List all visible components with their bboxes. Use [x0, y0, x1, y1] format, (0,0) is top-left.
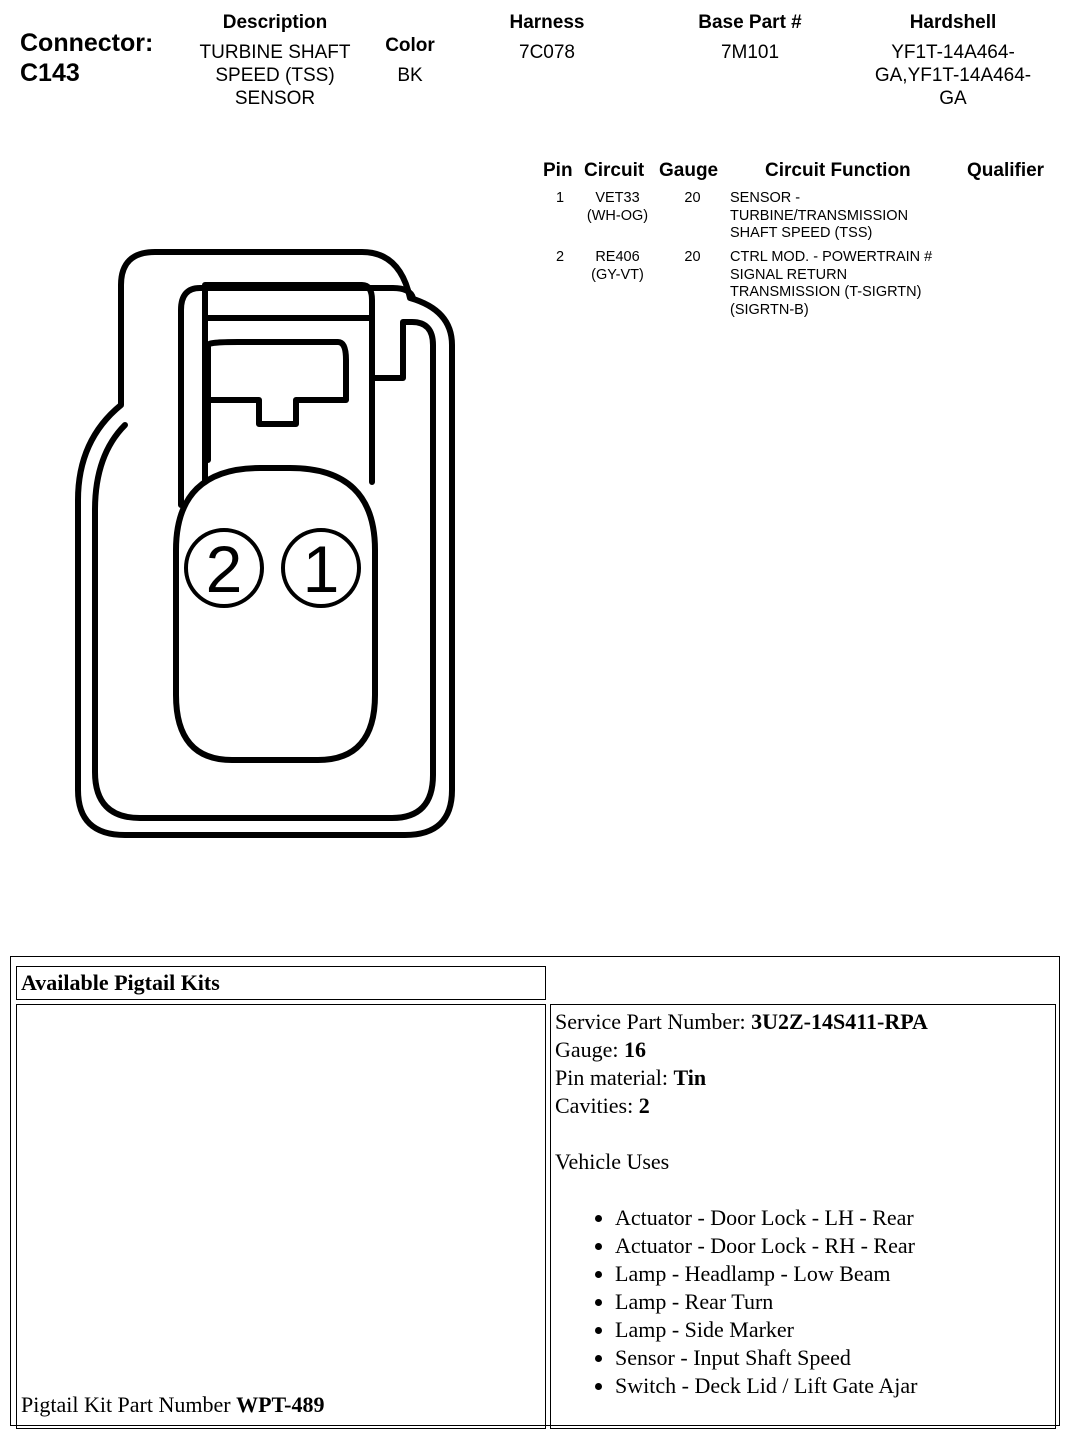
list-item: • Lamp - Side Marker — [615, 1316, 1051, 1344]
cavities-line: Cavities: 2 — [555, 1093, 650, 1118]
base-part-value: 7M101 — [720, 42, 780, 63]
hardshell-header: Hardshell — [909, 12, 997, 33]
list-item: • Lamp - Headlamp - Low Beam — [615, 1260, 1051, 1288]
gauge-line: Gauge: 16 — [555, 1037, 647, 1062]
base-part-header: Base Part # — [698, 12, 802, 33]
qualifier-header: Qualifier — [967, 160, 1045, 181]
description-header: Description — [222, 12, 328, 33]
hardshell-value: YF1T-14A464- GA,YF1T-14A464- GA — [874, 42, 1032, 109]
pin-gauge: 20 — [684, 249, 701, 265]
list-item: • Lamp - Rear Turn — [615, 1288, 1051, 1316]
pin-function: SENSOR - TURBINE/TRANSMISSION SHAFT SPEED (TSS) — [730, 190, 909, 241]
harness-header: Harness — [509, 12, 585, 33]
pin-circuit: VET33 (WH-OG) — [586, 190, 649, 224]
pin-material-line: Pin material: Tin — [555, 1065, 707, 1090]
latch-tab — [208, 342, 346, 460]
connector-id: C143 — [20, 59, 80, 87]
circuit-header: Circuit — [584, 160, 645, 181]
terminal-face — [176, 468, 375, 760]
connector-label: Connector: — [20, 29, 154, 57]
list-item: • Switch - Deck Lid / Lift Gate Ajar — [615, 1372, 1051, 1400]
list-item: • Actuator - Door Lock - LH - Rear — [615, 1204, 1051, 1232]
color-value: BK — [397, 65, 423, 86]
connector-face-diagram — [60, 240, 470, 850]
service-part-line: Service Part Number: 3U2Z-14S411-RPA — [555, 1009, 928, 1034]
pigtail-kit-cell — [16, 1004, 546, 1429]
pin-number: 1 — [555, 190, 565, 206]
description-value: TURBINE SHAFT SPEED (TSS) SENSOR — [199, 42, 351, 109]
function-header: Circuit Function — [765, 160, 911, 181]
housing-inner — [95, 322, 433, 818]
latch-notch — [205, 345, 345, 462]
pigtail-kits-heading: Available Pigtail Kits — [16, 966, 546, 1000]
pin-number: 2 — [555, 249, 565, 265]
pin-circuit: RE406 (GY-VT) — [591, 249, 644, 283]
pin-header: Pin — [543, 160, 573, 181]
list-item: • Actuator - Door Lock - RH - Rear — [615, 1232, 1051, 1260]
pigtail-kit-part-number: Pigtail Kit Part Number WPT-489 — [21, 1392, 325, 1417]
cavity-label-2: 2 — [205, 532, 243, 606]
pigtail-kits-section — [10, 956, 1060, 1426]
gauge-header: Gauge — [659, 160, 719, 181]
harness-value: 7C078 — [519, 42, 575, 63]
vehicle-uses-list — [555, 1204, 1051, 1400]
cavity-label-1: 1 — [302, 532, 340, 606]
pin-gauge: 20 — [684, 190, 701, 206]
pigtail-kit-details — [550, 1004, 1056, 1429]
color-header: Color — [385, 35, 435, 56]
connector-title — [20, 28, 153, 88]
pin-function: CTRL MOD. - POWERTRAIN # SIGNAL RETURN TRANSMISSION (T-SIGRTN) (SIGRTN-B) — [730, 249, 933, 318]
list-item: • Sensor - Input Shaft Speed — [615, 1344, 1051, 1372]
vehicle-uses-heading: Vehicle Uses — [555, 1149, 670, 1174]
